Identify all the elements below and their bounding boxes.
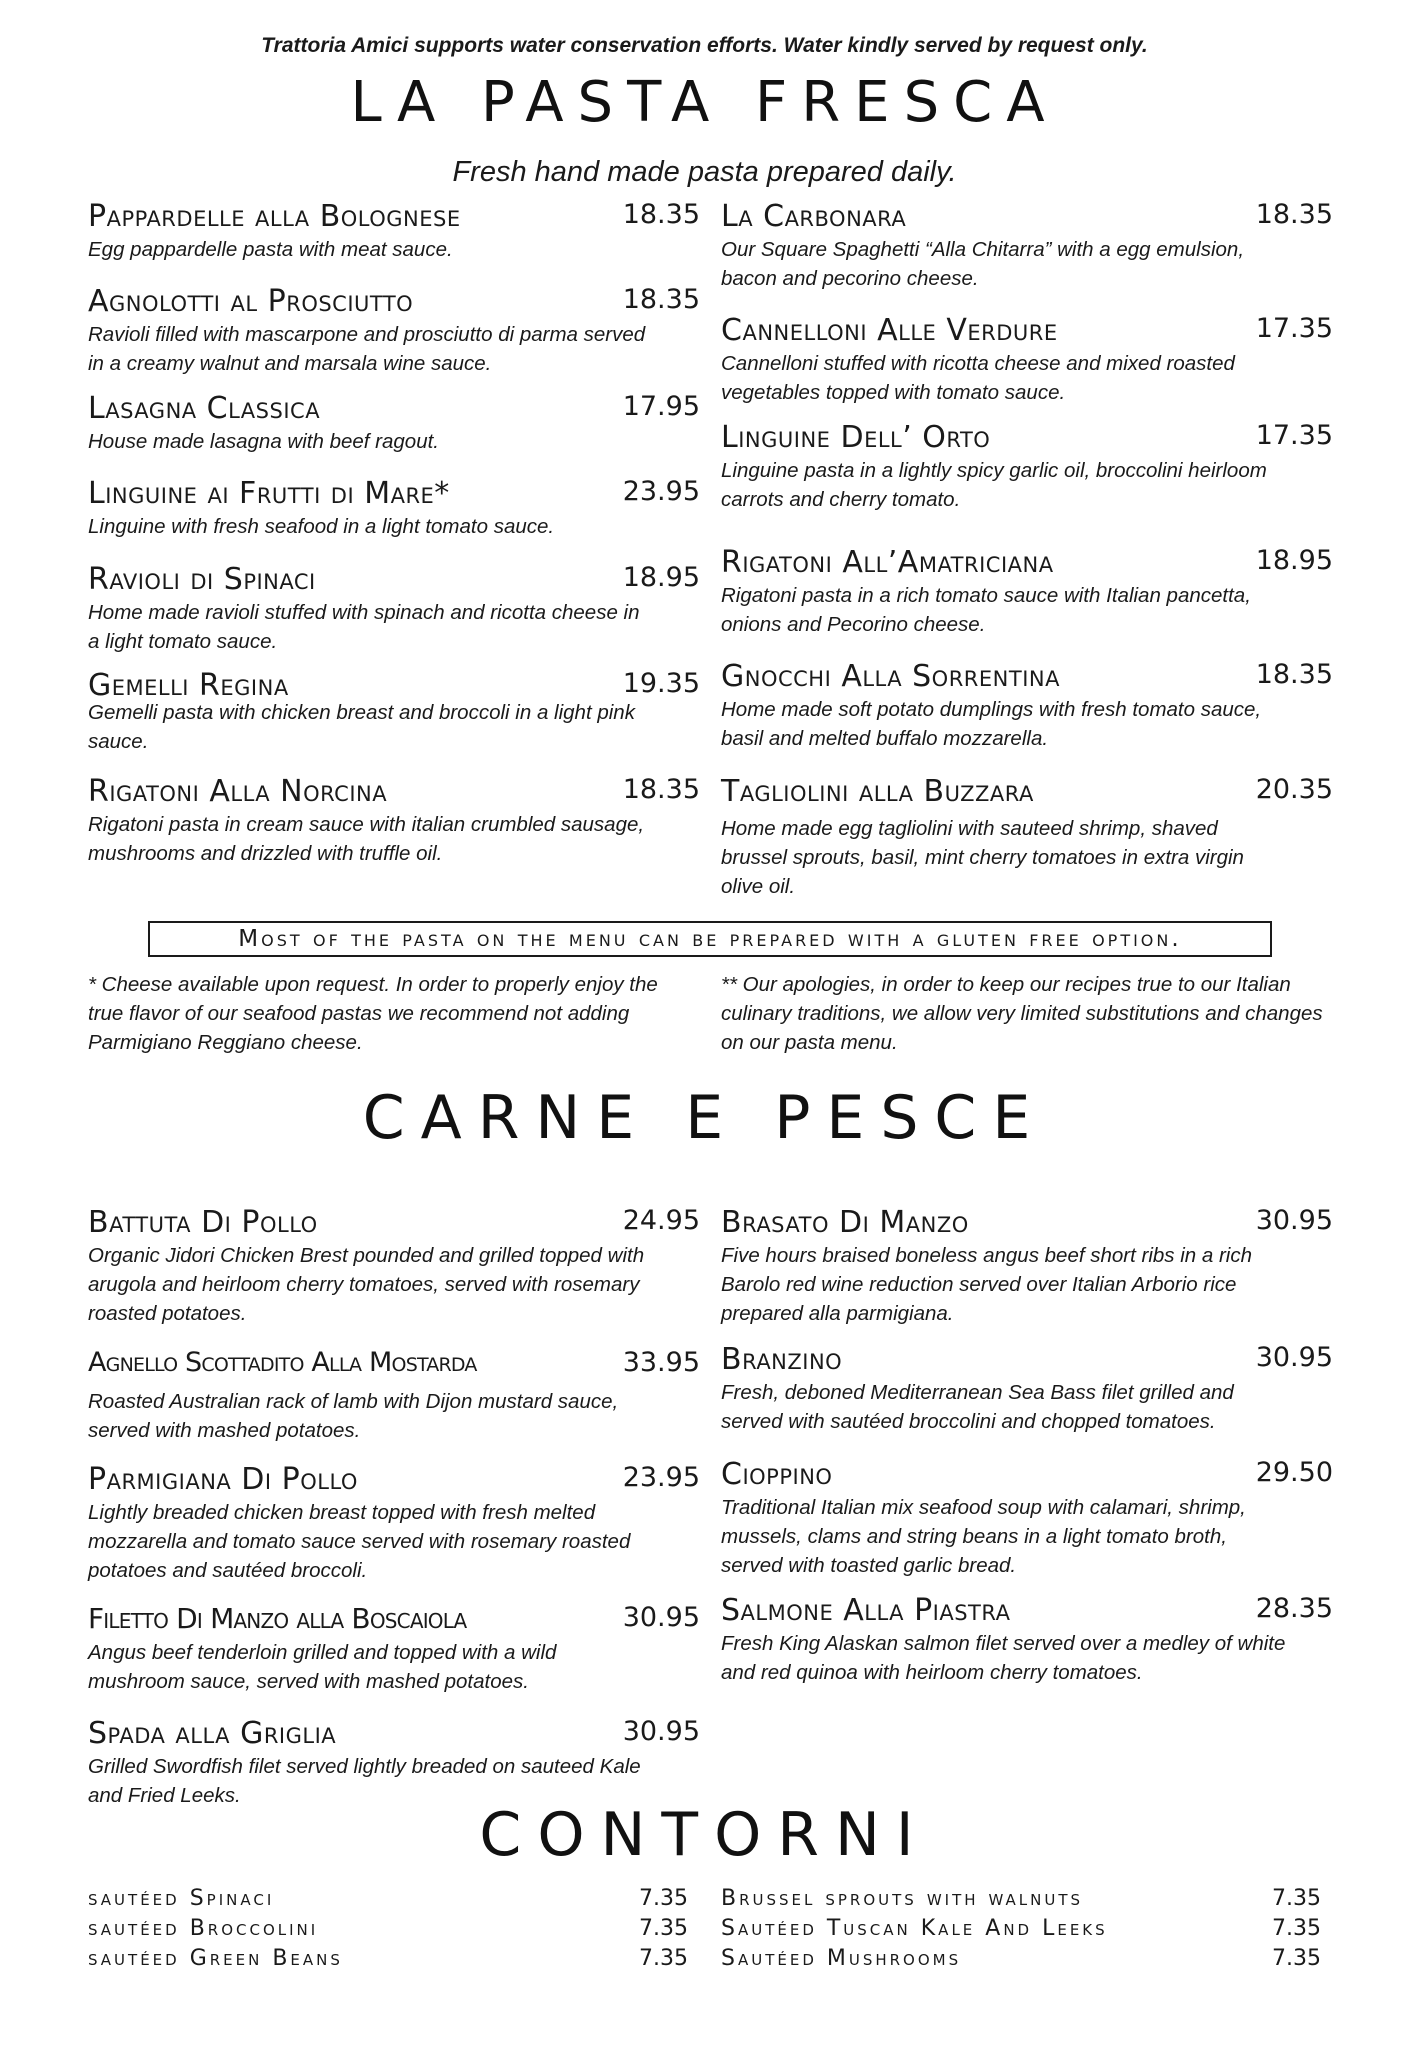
item-price: 20.35 <box>1255 774 1333 805</box>
item-description: Organic Jidori Chicken Brest pounded and grilled topped with arugola and heirloom cherry tomatoes, served with rosemary roasted potatoes. <box>88 1244 645 1325</box>
item-name: Salmone Alla Piastra <box>721 1593 1011 1628</box>
item-name: Ravioli di Spinaci <box>88 562 316 597</box>
pasta-subtitle: Fresh hand made pasta prepared daily. <box>452 156 957 188</box>
item-description: Rigatoni pasta in a rich tomato sauce with Italian pancetta, onions and Pecorino cheese. <box>721 584 1251 636</box>
item-description: Home made ravioli stuffed with spinach and ricotta cheese in a light tomato sauce. <box>88 601 640 653</box>
menu-item <box>88 1462 700 1585</box>
item-name: Rigatoni Alla Norcina <box>88 774 388 809</box>
menu-item <box>721 199 1333 293</box>
menu-item <box>721 420 1333 514</box>
side-dish <box>88 1916 688 1948</box>
item-price: 30.95 <box>1255 1205 1333 1236</box>
item-description: Fresh, deboned Mediterranean Sea Bass filet grilled and served with sautéed broccolini and chopped tomatoes. <box>721 1381 1234 1433</box>
item-description: Rigatoni pasta in cream sauce with italian crumbled sausage, mushrooms and drizzled with truffle oil. <box>88 813 645 865</box>
menu-item <box>88 774 700 868</box>
item-name: Branzino <box>721 1342 843 1377</box>
side-price: 7.35 <box>1272 1946 1321 1971</box>
item-name: Gemelli Regina <box>88 668 289 703</box>
menu-item <box>721 774 1333 901</box>
side-name: Sautéed Tuscan Kale And Leeks <box>721 1916 1108 1941</box>
item-name: Battuta Di Pollo <box>88 1205 318 1240</box>
menu-item <box>88 1205 700 1328</box>
item-description: Ravioli filled with mascarpone and prosciutto di parma served in a creamy walnut and marsala wine sauce. <box>88 323 646 375</box>
item-name: Gnocchi Alla Sorrentina <box>721 659 1060 694</box>
item-description: Linguine with fresh seafood in a light tomato sauce. <box>88 515 555 538</box>
item-price: 23.95 <box>622 476 700 507</box>
menu-item <box>88 562 700 656</box>
item-price: 18.35 <box>1255 199 1333 230</box>
menu-item <box>721 1205 1333 1328</box>
item-description: Roasted Australian rack of lamb with Dijon mustard sauce, served with mashed potatoes. <box>88 1390 619 1442</box>
menu-item <box>721 313 1333 407</box>
item-name: Linguine ai Frutti di Mare* <box>88 476 450 511</box>
item-description: Cannelloni stuffed with ricotta cheese and mixed roasted vegetables topped with tomato sauce. <box>721 352 1235 404</box>
side-dish <box>88 1886 688 1918</box>
item-price: 18.35 <box>622 774 700 805</box>
menu-item <box>88 284 700 378</box>
pasta-section-title: LA PASTA FRESCA <box>350 70 1059 135</box>
menu-item <box>88 199 700 264</box>
item-description: Lightly breaded chicken breast topped with fresh melted mozzarella and tomato sauce served with rosemary roasted potatoes and sautéed broccoli. <box>88 1501 631 1582</box>
carne-section-title: CARNE E PESCE <box>362 1083 1047 1153</box>
item-price: 17.35 <box>1255 313 1333 344</box>
item-name: Lasagna Classica <box>88 391 321 426</box>
item-price: 30.95 <box>1255 1342 1333 1373</box>
item-description: Linguine pasta in a lightly spicy garlic oil, broccolini heirloom carrots and cherry tomato. <box>721 459 1267 511</box>
side-dish <box>721 1916 1321 1948</box>
item-price: 17.95 <box>622 391 700 422</box>
side-name: sautéed Green Beans <box>88 1946 343 1971</box>
item-price: 29.50 <box>1255 1457 1333 1488</box>
side-name: Sautéed Mushrooms <box>721 1946 962 1971</box>
item-description: Angus beef tenderloin grilled and topped with a wild mushroom sauce, served with mashed potatoes. <box>88 1641 557 1693</box>
side-price: 7.35 <box>1272 1886 1321 1911</box>
menu-item <box>88 476 700 541</box>
item-name: Rigatoni All’Amatriciana <box>721 545 1054 580</box>
item-name: Linguine Dell’ Orto <box>721 420 991 455</box>
item-price: 17.35 <box>1255 420 1333 451</box>
menu-item <box>88 1716 700 1810</box>
item-name: Cannelloni Alle Verdure <box>721 313 1058 348</box>
item-price: 23.95 <box>622 1462 700 1493</box>
side-price: 7.35 <box>639 1886 688 1911</box>
item-price: 28.35 <box>1255 1593 1333 1624</box>
item-price: 18.35 <box>622 284 700 315</box>
item-name: Pappardelle alla Bolognese <box>88 199 461 234</box>
item-description: Fresh King Alaskan salmon filet served over a medley of white and red quinoa with heirloom cherry tomatoes. <box>721 1632 1286 1684</box>
side-name: sautéed Spinaci <box>88 1886 275 1911</box>
side-price: 7.35 <box>1272 1916 1321 1941</box>
item-name: Parmigiana Di Pollo <box>88 1462 358 1497</box>
item-description: Egg pappardelle pasta with meat sauce. <box>88 238 453 261</box>
item-price: 30.95 <box>622 1716 700 1747</box>
menu-item <box>88 668 700 756</box>
item-description: Gemelli pasta with chicken breast and broccoli in a light pink sauce. <box>88 701 635 753</box>
menu-item <box>721 1593 1333 1687</box>
item-name: Filetto Di Manzo alla Boscaiola <box>88 1602 467 1635</box>
item-description: House made lasagna with beef ragout. <box>88 430 440 453</box>
menu-item <box>88 1602 700 1696</box>
side-price: 7.35 <box>639 1916 688 1941</box>
item-price: 18.35 <box>1255 659 1333 690</box>
item-description: Our Square Spaghetti “Alla Chitarra” with a egg emulsion, bacon and pecorino cheese. <box>721 238 1245 290</box>
item-description: Grilled Swordfish filet served lightly breaded on sauteed Kale and Fried Leeks. <box>88 1755 641 1807</box>
menu-item <box>721 659 1333 753</box>
item-price: 18.35 <box>622 199 700 230</box>
item-description: Five hours braised boneless angus beef short ribs in a rich Barolo red wine reduction served over Italian Arborio rice prepared alla parmigiana. <box>721 1244 1253 1325</box>
item-description: Traditional Italian mix seafood soup with calamari, shrimp, mussels, clams and string beans in a light tomato broth, served with toasted garlic bread. <box>721 1496 1246 1577</box>
side-price: 7.35 <box>639 1946 688 1971</box>
side-dish <box>721 1886 1321 1918</box>
item-name: Agnolotti al Prosciutto <box>88 284 414 319</box>
menu-item <box>88 391 700 456</box>
item-name: Cioppino <box>721 1457 833 1492</box>
menu-item <box>88 1347 700 1445</box>
menu-item <box>721 545 1333 639</box>
side-name: Brussel sprouts with walnuts <box>721 1886 1084 1911</box>
item-name: La Carbonara <box>721 199 907 234</box>
item-name: Brasato Di Manzo <box>721 1205 969 1240</box>
item-price: 18.95 <box>622 562 700 593</box>
menu-item <box>721 1457 1333 1580</box>
item-description: Home made soft potato dumplings with fresh tomato sauce, basil and melted buffalo mozzarella. <box>721 698 1262 750</box>
item-price: 24.95 <box>622 1205 700 1236</box>
item-description: Home made egg tagliolini with sauteed shrimp, shaved brussel sprouts, basil, mint cherry tomatoes in extra virgin olive oil. <box>721 817 1244 898</box>
side-dish <box>88 1946 688 1978</box>
side-name: sautéed Broccolini <box>88 1916 319 1941</box>
item-name: Tagliolini alla Buzzara <box>721 774 1034 809</box>
item-name: Agnello Scottadito Alla Mostarda <box>88 1347 477 1378</box>
contorni-section-title: CONTORNI <box>479 1800 930 1870</box>
side-dish <box>721 1946 1321 1978</box>
item-price: 33.95 <box>622 1347 700 1378</box>
item-name: Spada alla Griglia <box>88 1716 337 1751</box>
menu-item <box>721 1342 1333 1436</box>
item-price: 19.35 <box>622 668 700 699</box>
gluten-free-notice: Most of the pasta on the menu can be prepared with a gluten free option. <box>148 921 1272 957</box>
item-price: 30.95 <box>622 1602 700 1633</box>
water-notice: Trattoria Amici supports water conservation efforts. Water kindly served by request only. <box>261 34 1148 57</box>
item-price: 18.95 <box>1255 545 1333 576</box>
cheese-note: * Cheese available upon request. In order to properly enjoy the true flavor of our seafood pastas we recommend not adding Parmigiano Reggiano cheese. <box>88 973 658 1054</box>
substitutions-note: ** Our apologies, in order to keep our recipes true to our Italian culinary traditions, we allow very limited substitutions and changes on our pasta menu. <box>721 973 1323 1054</box>
